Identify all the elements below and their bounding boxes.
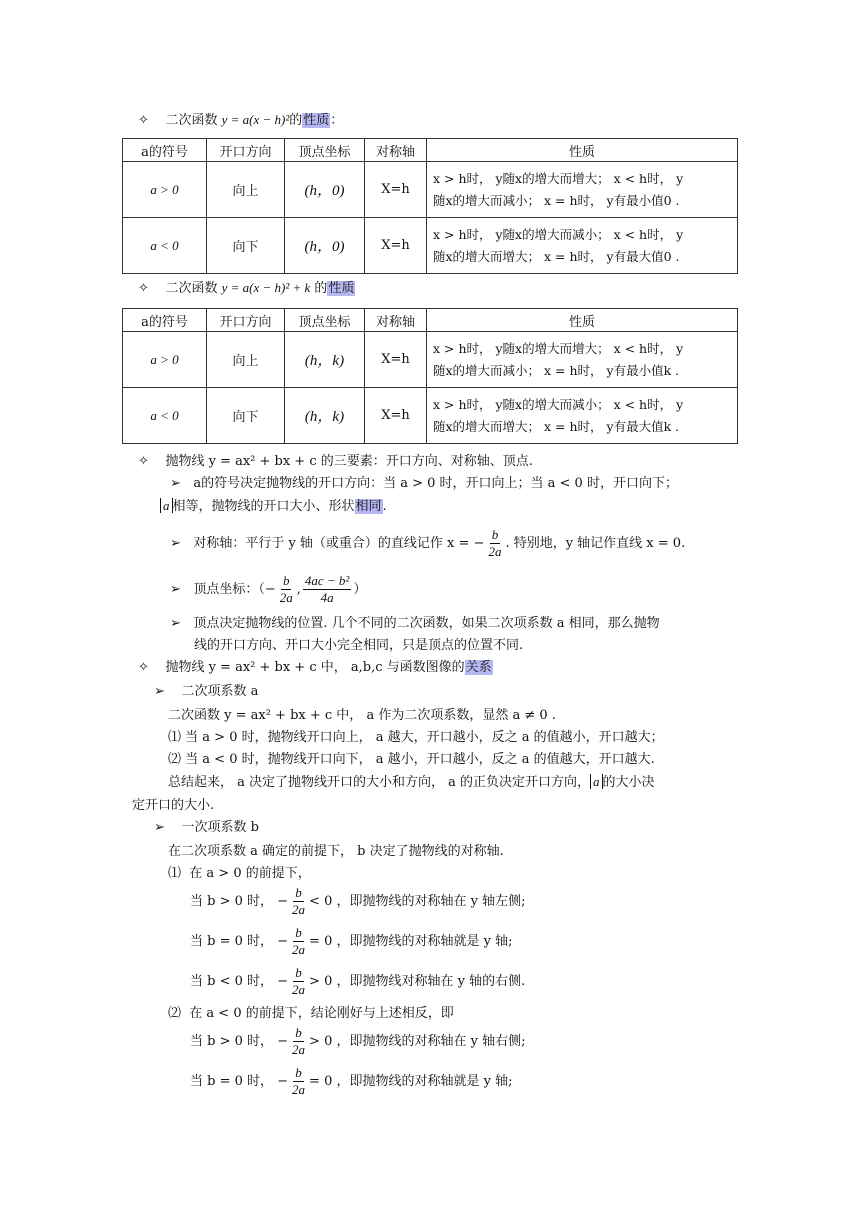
header-prop: 性质	[427, 139, 738, 162]
table-header-row: a的符号 开口方向 顶点坐标 对称轴 性质	[123, 309, 738, 332]
header-vertex: 顶点坐标	[285, 139, 365, 162]
bullet-icon: ✧	[138, 113, 149, 128]
highlight: 性质	[328, 281, 355, 296]
para-position-2: 线的开口方向、开口大小完全相同，只是顶点的位置不同.	[194, 638, 524, 653]
highlight: 相同	[355, 499, 382, 514]
b-line1: 在二次项系数 a 确定的前提下， b 决定了抛物线的对称轴.	[168, 844, 504, 859]
b-item2: ⑵ 在 a < 0 的前提下，结论刚好与上述相反，即	[168, 1006, 454, 1021]
para-position: ➢ 顶点决定抛物线的位置. 几个不同的二次函数，如果二次项系数 a 相同，那么抛物	[170, 616, 660, 631]
b1-row3: 当 b < 0 时， − $\frac{b}{2a}$ > 0 ，即抛物线对称轴在 y 轴的右侧.	[190, 965, 526, 997]
properties-table-2	[122, 308, 738, 444]
bullet-icon: ✧	[138, 660, 149, 675]
section1-title: ✧ 二次函数 y = a(x − h)²的性质：	[138, 112, 344, 128]
table-row: a > 0 向上 (h，k) X=h x > h时， y随x的增大而增大； x < h时， y 随x的增大而减小； x = h时， y有最小值k .	[123, 332, 738, 388]
arrow-icon: ➢	[170, 536, 181, 551]
b2-row1: 当 b > 0 时， − $\frac{b}{2a}$ > 0 ，即抛物线的对称轴在 y 轴右侧;	[190, 1025, 526, 1057]
section3-title: ✧ 抛物线 y = ax² + bx + c 的三要素：开口方向、对称轴、顶点.	[138, 454, 533, 469]
arrow-icon: ➢	[154, 820, 165, 835]
subheading-a: ➢ 二次项系数 a	[154, 684, 259, 699]
b2-row2: 当 b = 0 时， − $\frac{b}{2a}$ = 0 ，即抛物线的对称轴就是 y 轴;	[190, 1065, 513, 1097]
table-header-row	[123, 139, 738, 162]
header-axis: 对称轴	[365, 139, 427, 162]
arrow-icon: ➢	[170, 582, 181, 597]
b1-row1: 当 b > 0 时， − $\frac{b}{2a}$ < 0 ，即抛物线的对称轴在 y 轴左侧;	[190, 885, 526, 917]
section4-title: ✧ 抛物线 y = ax² + bx + c 中， a,b,c 与函数图像的关系	[138, 660, 492, 675]
a-summary: 总结起来， a 决定了抛物线开口的大小和方向， a 的正负决定开口方向， a 的大小决	[168, 774, 655, 790]
para-axis: ➢ 对称轴：平行于 y 轴（或重合）的直线记作 x = − $\frac{b}{2a}$ . 特别地，y 轴记作直线 x = 0.	[170, 527, 686, 559]
arrow-icon: ➢	[170, 616, 181, 631]
table-row: a < 0 向下 (h，k) X=h x > h时， y随x的增大而减小； x < h时， y 随x的增大而增大； x = h时， y有最大值k .	[123, 388, 738, 444]
subheading-b: ➢ 一次项系数 b	[154, 820, 259, 835]
para-sign-2: a 相等，抛物线的开口大小、形状相同.	[160, 496, 387, 517]
header-sign: a的符号	[123, 139, 207, 162]
formula: y = a(x − h)² + k	[221, 280, 311, 295]
bullet-icon: ✧	[138, 454, 149, 469]
formula: y = a(x − h)²	[221, 112, 290, 127]
properties-table-1	[122, 138, 738, 274]
a-summary-2: 定开口的大小.	[132, 798, 215, 813]
para-sign: ➢ a的符号决定抛物线的开口方向：当 a > 0 时，开口向上；当 a < 0 时，开口向下；	[170, 476, 678, 491]
table-row: a < 0 向下 (h，0) X=h x > h时， y随x的增大而减小； x < h时， y 随x的增大而增大； x = h时， y有最大值0 .	[123, 218, 738, 274]
a-item1: ⑴ 当 a > 0 时，抛物线开口向上， a 越大，开口越小，反之 a 的值越小，开口越大；	[168, 730, 664, 745]
header-open: 开口方向	[207, 139, 285, 162]
table-row: a > 0 向上 (h，0) X=h x > h时， y随x的增大而增大； x < h时， y 随x的增大而减小； x = h时， y有最小值0 .	[123, 162, 738, 218]
para-vertex: ➢ 顶点坐标：（− $\frac{b}{2a}$ , $\frac{\text{4ac − b²}}{4a}$ ）	[170, 573, 367, 605]
fraction: $\frac{b}{2a}$	[488, 527, 502, 559]
section2-title: ✧ 二次函数 y = a(x − h)² + k 的性质	[138, 280, 355, 296]
bullet-icon: ✧	[138, 281, 149, 296]
a-item2: ⑵ 当 a < 0 时，抛物线开口向下， a 越小，开口越小，反之 a 的值越大，开口越大.	[168, 752, 655, 767]
highlight: 性质	[303, 113, 330, 128]
arrow-icon: ➢	[154, 684, 165, 699]
b1-row2: 当 b = 0 时， − $\frac{b}{2a}$ = 0 ，即抛物线的对称轴就是 y 轴;	[190, 925, 513, 957]
highlight: 关系	[465, 660, 492, 675]
b-item1: ⑴ 在 a > 0 的前提下，	[168, 866, 311, 881]
arrow-icon: ➢	[170, 476, 181, 491]
a-line1: 二次函数 y = ax² + bx + c 中， a 作为二次项系数，显然 a ≠ 0 .	[168, 708, 556, 723]
